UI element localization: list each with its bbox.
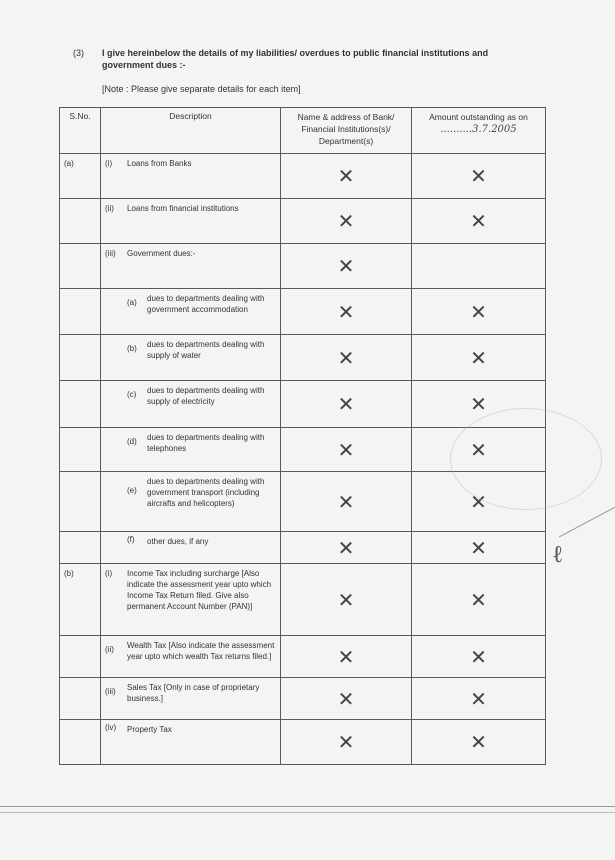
cross-mark: ✕ (470, 587, 487, 612)
row-group (60, 244, 82, 249)
cross-mark: ✕ (470, 299, 487, 324)
table-row (60, 381, 546, 428)
row-sub: (d) (127, 436, 137, 446)
section-note: [Note : Please give separate details for each item] (102, 84, 301, 94)
cross-mark: ✕ (470, 644, 487, 669)
cross-mark: ✕ (337, 686, 355, 711)
row-group (60, 636, 82, 641)
row-desc: dues to departments dealing with supply of water (147, 340, 265, 360)
table-header-row (60, 108, 546, 154)
cross-mark: ✕ (337, 730, 355, 754)
cross-mark: ✕ (470, 686, 487, 711)
row-num: (ii) (105, 204, 114, 213)
row-group (60, 381, 82, 386)
header-description: Description (101, 108, 281, 154)
row-group (60, 428, 82, 433)
table-row (60, 564, 546, 636)
header-sno: S.No. (60, 108, 101, 154)
table-row (60, 154, 546, 199)
cross-mark: ✕ (337, 587, 355, 612)
signature-mark: ℓ (552, 540, 564, 568)
table-row (60, 678, 546, 720)
row-desc: Loans from financial institutions (127, 204, 239, 213)
cross-mark: ✕ (337, 644, 355, 669)
table-row (60, 720, 546, 765)
cross-mark: ✕ (470, 535, 487, 560)
cross-mark: ✕ (337, 254, 355, 278)
table-row (60, 244, 546, 289)
table-row (60, 199, 546, 244)
row-group (60, 335, 82, 340)
row-desc: dues to departments dealing with supply of electricity (147, 386, 265, 406)
table-row (60, 532, 546, 564)
cross-mark: ✕ (470, 345, 487, 370)
row-num: (i) (105, 569, 113, 578)
row-sub: (e) (127, 486, 137, 495)
header-amount-date: ..........3.7.2005 (440, 124, 517, 135)
row-sub: (a) (127, 297, 137, 307)
header-amount-label: Amount outstanding as on (429, 112, 528, 122)
row-group: (a) (64, 159, 74, 168)
cross-mark: ✕ (337, 535, 355, 560)
cross-mark: ✕ (337, 209, 355, 233)
row-sub: (c) (127, 389, 137, 399)
cross-mark: ✕ (337, 437, 355, 462)
header-bank: Name & address of Bank/ Financial Institutions(s)/ Department(s) (281, 108, 412, 154)
cross-mark: ✕ (470, 209, 487, 233)
cross-mark: ✕ (470, 164, 487, 188)
row-desc: dues to departments dealing with government accommodation (147, 294, 265, 314)
row-sub: (f) (127, 535, 135, 544)
row-num: (iii) (105, 249, 116, 258)
cross-mark: ✕ (470, 392, 487, 416)
cross-mark: ✕ (337, 164, 355, 188)
row-sub: (b) (127, 343, 137, 353)
row-desc: Income Tax including surcharge [Also indicate the assessment year upto which Income Tax Return filed. Give also permanent Account Number (PAN)] (127, 569, 272, 611)
cross-mark: ✕ (470, 489, 487, 514)
row-group (60, 532, 82, 537)
cross-mark: ✕ (337, 392, 355, 416)
row-group (60, 289, 82, 294)
row-group (60, 199, 82, 204)
row-desc: other dues, if any (147, 537, 209, 546)
margin-stroke (559, 504, 615, 538)
row-num: (iv) (105, 723, 117, 732)
table-row (60, 335, 546, 381)
official-stamp (450, 408, 602, 510)
row-group: (b) (64, 569, 74, 578)
table-row (60, 289, 546, 335)
row-desc: dues to departments dealing with telephones (147, 433, 265, 453)
cross-mark: ✕ (337, 489, 355, 514)
row-group (60, 472, 82, 477)
row-desc: Wealth Tax [Also indicate the assessment year upto which wealth Tax returns filed.] (127, 641, 275, 661)
cross-mark: ✕ (470, 730, 487, 754)
row-num: (ii) (105, 644, 114, 654)
row-desc: Government dues:- (127, 249, 196, 258)
page-rule (0, 812, 615, 813)
row-desc: Loans from Banks (127, 159, 192, 168)
row-desc: dues to departments dealing with government transport (including aircrafts and helicopters) (147, 477, 265, 508)
section-heading: I give hereinbelow the details of my liabilities/ overdues to public financial institutions and government dues :- (102, 48, 489, 70)
page-rule (0, 806, 615, 807)
row-num: (i) (105, 159, 113, 168)
row-desc: Property Tax (127, 725, 172, 734)
row-desc: Sales Tax [Only in case of proprietary business.] (127, 683, 260, 703)
row-num: (iii) (105, 686, 116, 696)
cross-mark: ✕ (337, 299, 355, 324)
section-number: (3) (73, 48, 84, 58)
row-group (60, 678, 82, 683)
row-group (60, 720, 82, 725)
cross-mark: ✕ (337, 345, 355, 370)
header-amount (412, 108, 546, 154)
table-row (60, 636, 546, 678)
cross-mark: ✕ (470, 437, 487, 462)
